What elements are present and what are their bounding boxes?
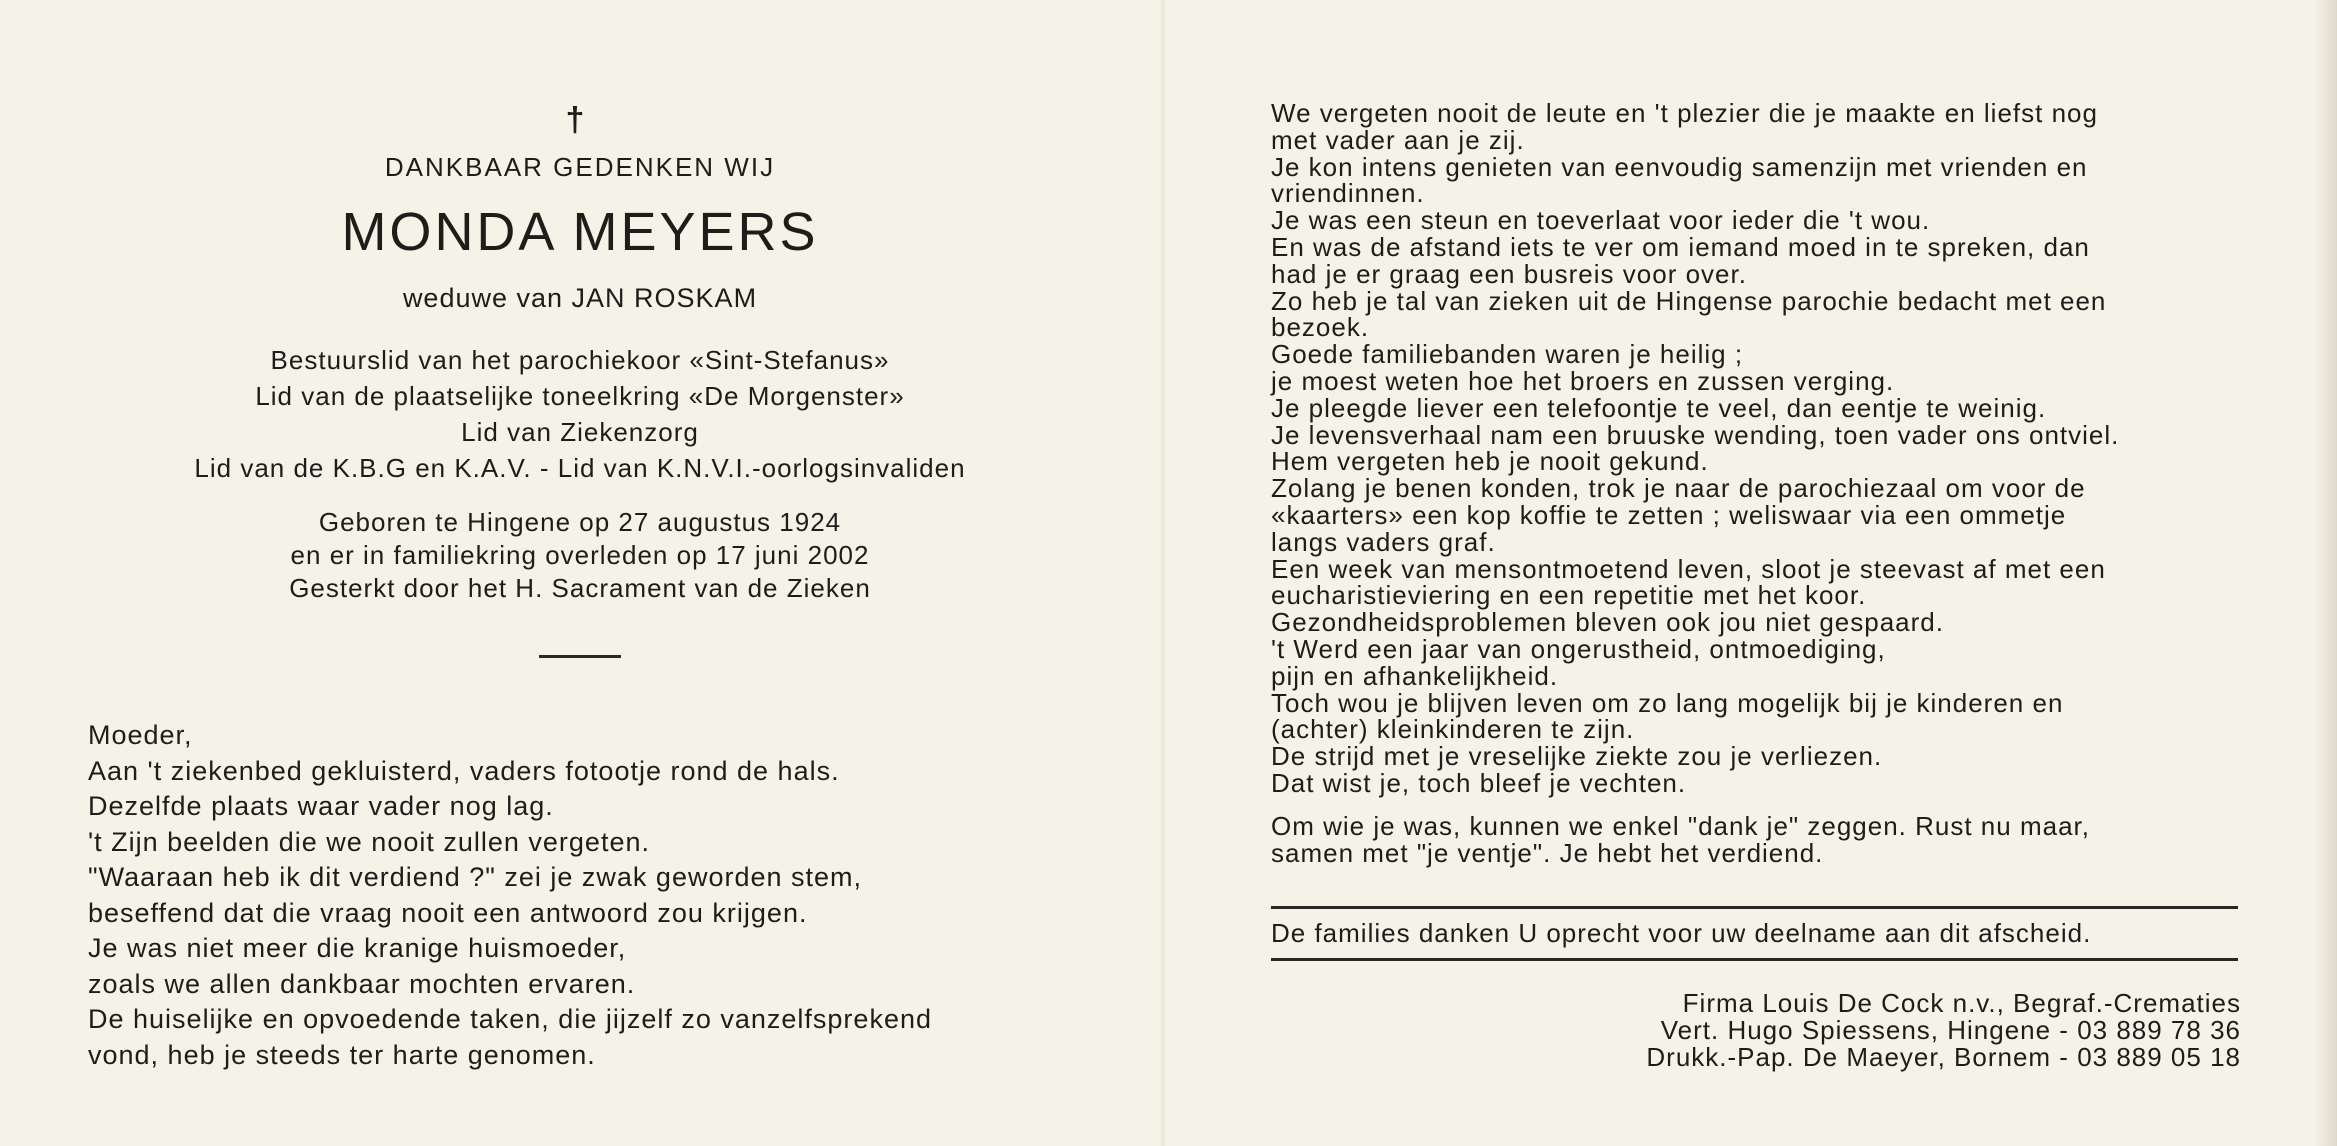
cross-symbol: † xyxy=(565,101,585,139)
credit-line: Vert. Hugo Spiessens, Hingene - 03 889 78 36 xyxy=(1660,1015,2241,1045)
text-line: eucharistieviering en een repetitie met het koor. xyxy=(1271,580,1867,611)
birth-line: Geboren te Hingene op 27 augustus 1924 xyxy=(318,507,842,537)
text-line: Je pleegde liever een telefoontje te veel, dan eentje te weinig. xyxy=(1271,392,2047,423)
text-line: vriendinnen. xyxy=(1271,178,1425,209)
left-panel xyxy=(80,100,1080,658)
text-line: Toch wou je blijven leven om zo lang mogelijk bij je kinderen en xyxy=(1271,687,2064,718)
text-line: «kaarters» een kop koffie te zetten ; weliswaar via een ommetje xyxy=(1271,499,2067,530)
text-line: (achter) kleinkinderen te zijn. xyxy=(1271,714,1635,745)
text-line: beseffend dat die vraag nooit een antwoord zou krijgen. xyxy=(88,897,808,928)
card-edge-shadow xyxy=(2315,0,2337,1146)
membership-line: Lid van Ziekenzorg xyxy=(461,417,699,447)
intro-heading: DANKBAAR GEDENKEN WIJ xyxy=(384,152,776,182)
text-line: Moeder, xyxy=(88,720,193,750)
text-line: Hem vergeten heb je nooit gekund. xyxy=(1271,446,1709,477)
family-thanks: De families danken U oprecht voor uw deelname aan dit afscheid. xyxy=(1271,918,2092,948)
deceased-name: MONDA MEYERS xyxy=(341,202,819,262)
text-line: Goede familiebanden waren je heilig ; xyxy=(1271,339,1744,370)
text-line: We vergeten nooit de leute en 't plezier die je maakte en liefst nog xyxy=(1271,98,2098,128)
text-line: Gezondheidsproblemen bleven ook jou niet gespaard. xyxy=(1271,607,1944,638)
text-line: Om wie je was, kunnen we enkel "dank je" zeggen. Rust nu maar, xyxy=(1271,810,2090,841)
funeral-home-credits xyxy=(1646,990,2241,1071)
text-line: De huiselijke en opvoedende taken, die jijzelf zo vanzelfsprekend xyxy=(88,1004,932,1034)
text-line: De strijd met je vreselijke ziekte zou je verliezen. xyxy=(1271,741,1883,772)
text-line: met vader aan je zij. xyxy=(1271,124,1525,155)
text-line: Dat wist je, toch bleef je vechten. xyxy=(1271,767,1687,798)
text-line: Je kon intens genieten van eenvoudig samenzijn met vrienden en xyxy=(1271,151,2088,182)
text-line: 't Werd een jaar van ongerustheid, ontmoediging, xyxy=(1271,633,1886,664)
text-line: Zolang je benen konden, trok je naar de parochiezaal om voor de xyxy=(1271,473,2086,504)
text-line: samen met "je ventje". Je hebt het verdiend. xyxy=(1271,837,1824,868)
text-line: zoals we allen dankbaar mochten ervaren. xyxy=(88,968,636,999)
credit-line: Firma Louis De Cock n.v., Begraf.-Crematies xyxy=(1682,988,2241,1018)
thanks-rule-bottom xyxy=(1271,958,2238,961)
closing-paragraph xyxy=(1271,810,2241,868)
text-line: "Waaraan heb ik dit verdiend ?" zei je zwak geworden stem, xyxy=(88,862,863,892)
text-line: 't Zijn beelden die we nooit zullen vergeten. xyxy=(88,826,650,857)
text-line: Zo heb je tal van zieken uit de Hingense parochie bedacht met een xyxy=(1271,285,2107,316)
text-line: Een week van mensontmoetend leven, sloot je steevast af met een xyxy=(1271,553,2106,584)
membership-line: Bestuurslid van het parochiekoor «Sint-Stefanus» xyxy=(270,345,890,375)
text-line: pijn en afhankelijkheid. xyxy=(1271,660,1559,691)
text-line: Aan 't ziekenbed gekluisterd, vaders fotootje rond de hals. xyxy=(88,755,840,786)
text-line: je moest weten hoe het broers en zussen verging. xyxy=(1271,365,1895,396)
tribute-text-left xyxy=(88,718,1088,1073)
text-line: langs vaders graf. xyxy=(1271,526,1496,557)
life-dates xyxy=(80,506,1080,605)
death-line: en er in familiekring overleden op 17 juni 2002 xyxy=(290,540,870,570)
membership-line: Lid van de K.B.G en K.A.V. - Lid van K.N.V.I.-oorlogsinvaliden xyxy=(194,453,966,483)
text-line: Dezelfde plaats waar vader nog lag. xyxy=(88,791,554,821)
sacrament-line: Gesterkt door het H. Sacrament van de Zieken xyxy=(289,573,871,603)
text-line: had je er graag een busreis voor over. xyxy=(1271,258,1747,289)
text-line: En was de afstand iets te ver om iemand moed in te spreken, dan xyxy=(1271,231,2090,262)
credit-line: Drukk.-Pap. De Maeyer, Bornem - 03 889 05 18 xyxy=(1646,1042,2241,1072)
text-line: Je was niet meer die kranige huismoeder, xyxy=(88,933,627,963)
memberships-list xyxy=(80,342,1080,486)
thanks-rule-top xyxy=(1271,906,2238,909)
tribute-text-right xyxy=(1271,100,2241,866)
card-fold xyxy=(1160,0,1166,1146)
text-line: Je was een steun en toeverlaat voor ieder die 't wou. xyxy=(1271,205,1931,236)
text-line: bezoek. xyxy=(1271,312,1370,343)
divider xyxy=(539,655,621,658)
membership-line: Lid van de plaatselijke toneelkring «De Morgenster» xyxy=(255,381,905,411)
widow-of-line: weduwe van JAN ROSKAM xyxy=(402,283,758,313)
text-line: vond, heb je steeds ter harte genomen. xyxy=(88,1039,596,1070)
text-line: Je levensverhaal nam een bruuske wending, toen vader ons ontviel. xyxy=(1271,419,2120,450)
